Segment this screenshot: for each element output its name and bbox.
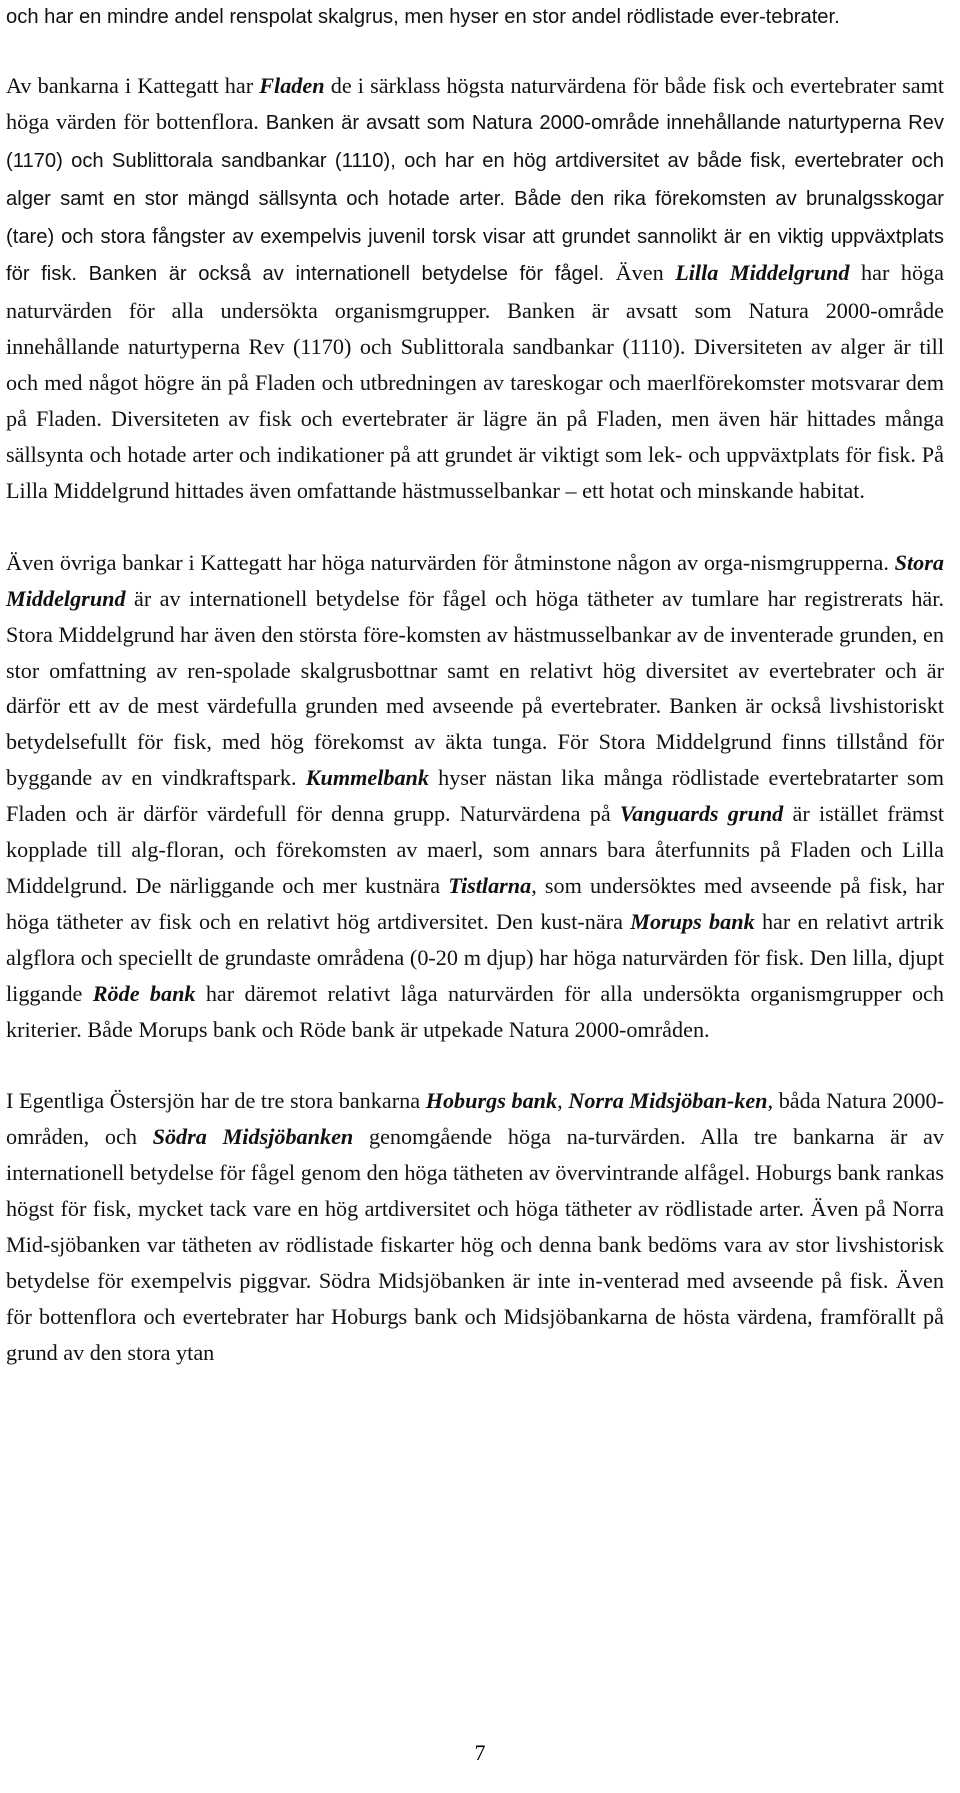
text-run: genomgående höga na-turvärden. Alla tre bankarna är av internationell betydelse för fågel genom den höga tätheten av övervintrande alfågel. Hoburgs bank rankas högst för fisk, mycket tack vare en hög artdiversitet och höga tätheter av rödlistade arter. Även på Norra Mid-sjöbanken var tätheten av rödlistade fiskarter hög och denna bank bedöms vara av stor livshistorisk betydelse för exempelvis piggvar. Södra Midsjöbanken är inte in-venterad med avseende på fisk. Även för bottenflora och evertebrater har Hoburgs bank och Midsjöbankarna de hösta värdena, framförallt på grund av den stora ytan: [6, 1124, 944, 1365]
text-run: , båda Natura 2000-områden, och: [6, 1088, 944, 1150]
emphasized-place-name: Kummelbank: [305, 765, 429, 791]
text-run: är istället främst kopplade till alg-floran, och förekomsten av maerl, som annars bara återfunnits på Fladen och Lilla Middelgrund. De närliggande och mer kustnära: [6, 801, 944, 898]
paragraph-gap: [6, 36, 944, 68]
text-run: har en relativt artrik algflora och speciellt de grundaste områdena (0-20 m djup) har höga naturvärden för fisk. Den lilla, djupt liggande: [6, 908, 944, 1006]
emphasized-place-name: Tistlarna: [448, 872, 532, 898]
paragraph-3: [6, 545, 944, 1048]
text-run: , som undersöktes med avseende på fisk, har höga tätheter av fisk och en relativt hög artdiversitet. Den kust-nära: [6, 872, 944, 934]
text-run: de i särklass högsta naturvärdena för både fisk och evertebrater samt höga värden för bottenflora.: [6, 72, 945, 134]
emphasized-place-name: Norra Midsjöban-ken: [568, 1088, 768, 1114]
text-run: har däremot relativt låga naturvärden för alla undersökta organismgrupper och kriterier. Både Morups bank och Röde bank är utpekade Natura 2000-områden.: [6, 980, 944, 1042]
text-run: och har en mindre andel renspolat skalgrus, men hyser en stor andel rödlistade ever-tebrater.: [6, 6, 840, 28]
text-run: Av bankarna i Kattegatt har: [6, 72, 260, 98]
emphasized-place-name: Vanguards grund: [619, 801, 784, 827]
text-run: ,: [557, 1088, 569, 1114]
paragraph-gap: [6, 509, 944, 545]
text-run: Även: [615, 260, 676, 286]
emphasized-place-name: Röde bank: [92, 980, 196, 1006]
paragraph-2: [6, 68, 944, 509]
text-run: Även övriga bankar i Kattegatt har höga naturvärden för åtminstone någon av orga-nismgrupperna.: [6, 549, 895, 575]
emphasized-place-name: Fladen: [259, 72, 325, 98]
paragraph-1: [6, 0, 944, 36]
text-run: Banken är avsatt som Natura 2000-område innehållande naturtyperna Rev (1170) och Sublittorala sandbankar (1110), och har en hög artdiversitet av både fisk, evertebrater och alger samt en stor mängd sällsynta och hotade arter. Både den rika förekomsten av brunalgsskogar (tare) och stora fångster av exempelvis juvenil torsk visar att grundet sannolikt är en viktig uppväxtplats för fisk. Banken är också av internationell betydelse för fågel.: [6, 111, 944, 286]
text-run: hyser nästan lika många rödlistade evertebratarter som Fladen och är därför värdefull för denna grupp. Naturvärdena på: [6, 765, 944, 827]
paragraph-gap: [6, 1047, 944, 1083]
emphasized-place-name: Lilla Middelgrund: [675, 260, 850, 286]
text-run: är av internationell betydelse för fågel och höga tätheter av tumlare har registrerats här. Stora Middelgrund har även den största före-komsten av hästmusselbankar av de inventerade grunden, en stor omfattning av ren-spolade skalgrusbottnar samt en relativt hög diversitet av evertebrater och är därför ett av de mest värdefulla grunden med avseende på evertebrater. Banken är också livshistoriskt betydelsefullt för fisk, med hög förekomst av äkta tunga. För Stora Middelgrund finns tillstånd för byggande av en vindkraftspark.: [6, 585, 944, 791]
page-number: 7: [474, 1740, 486, 1765]
text-run: har höga naturvärden för alla undersökta organismgrupper. Banken är avsatt som Natura 2000-område innehållande naturtyperna Rev (1170) och Sublittorala sandbankar (1110). Diversiteten av alger är till och med något högre än på Fladen och utbredningen av tareskogar och maerlförekomster motsvarar dem på Fladen. Diversiteten av fisk och evertebrater är lägre än på Fladen, men även här hittades många sällsynta och hotade arter och indikationer på att grundet är viktigt som lek- och uppväxtplats för fisk. På Lilla Middelgrund hittades även omfattande hästmusselbankar – ett hotat och minskande habitat.: [6, 260, 944, 503]
paragraph-4: [6, 1083, 944, 1370]
emphasized-place-name: Stora Middelgrund: [6, 549, 944, 611]
text-run: I Egentliga Östersjön har de tre stora bankarna: [6, 1088, 426, 1114]
emphasized-place-name: Södra Midsjöbanken: [152, 1124, 354, 1150]
emphasized-place-name: Hoburgs bank: [425, 1088, 558, 1114]
emphasized-place-name: Morups bank: [630, 908, 755, 934]
